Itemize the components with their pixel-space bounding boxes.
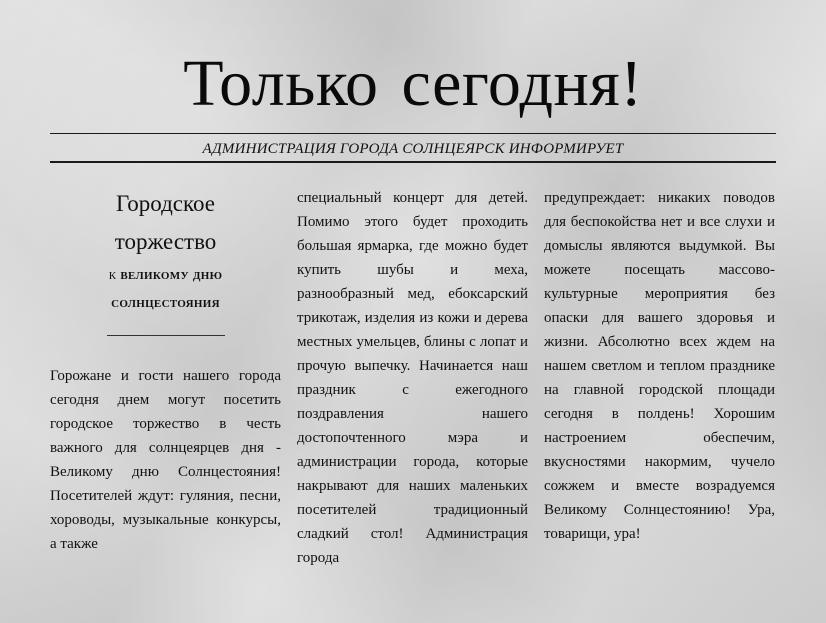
masthead-subtitle: АДМИНИСТРАЦИЯ ГОРОДА СОЛНЦЕЯРСК ИНФОРМИРУЕТ <box>202 141 624 157</box>
article-subtitle-prefix: к <box>108 267 117 283</box>
article-subtitle-line1 <box>50 261 281 289</box>
masthead-rule-bottom <box>50 161 776 163</box>
article-subtitle-main: великому дню <box>120 267 223 283</box>
article-body-left: Горожане и гости нашего города сегодня днем могут посетить городское торжество в честь важного для солнцеярцев дня - Великому дню Солнцестояния! Посетителей ждут: гуляния, песни, хороводы, музыкальные конкурсы, а также <box>50 368 281 552</box>
article-body-middle: специальный концерт для детей. Помимо этого будет проходить большая ярмарка, где можно будет купить шубы и меха, разнообразный мед, ебоксарский трикотаж, изделия из кожи и дерева местных умельцев, блины с лопат и прочую выпечку. Начинается наш праздник с ежегодного поздравления нашего достопочтенного мэра и администрации города, которые накрывают для наших маленьких посетителей традиционный сладкий стол! Администрация города <box>297 190 528 566</box>
article-divider <box>107 335 225 336</box>
article-column-left <box>50 185 281 556</box>
article-title-line2: торжество <box>114 229 217 254</box>
masthead-title: Только сегодня! <box>183 47 643 120</box>
article-body-right: предупреждает: никаких поводов для беспокойства нет и все слухи и домыслы являются выдумкой. Вы можете посещать массово-культурные мероприятия без опаски для вашего здоровья и жизни. Абсолютно всех ждем на нашем светлом и теплом празднике на главной городской площади сегодня в полдень! Хорошим настроением обеспечим, вкусностями накормим, чучело сожжем и вместе возрадуемся Великому Солнцестоянию! Ура, товарищи, ура! <box>544 190 775 542</box>
article-subtitle-line2: солнцестояния <box>111 295 220 311</box>
article-column-right <box>544 186 775 546</box>
masthead-rule-top <box>50 133 776 134</box>
article-title-line1: Городское <box>115 191 216 216</box>
article-column-middle <box>297 186 528 596</box>
